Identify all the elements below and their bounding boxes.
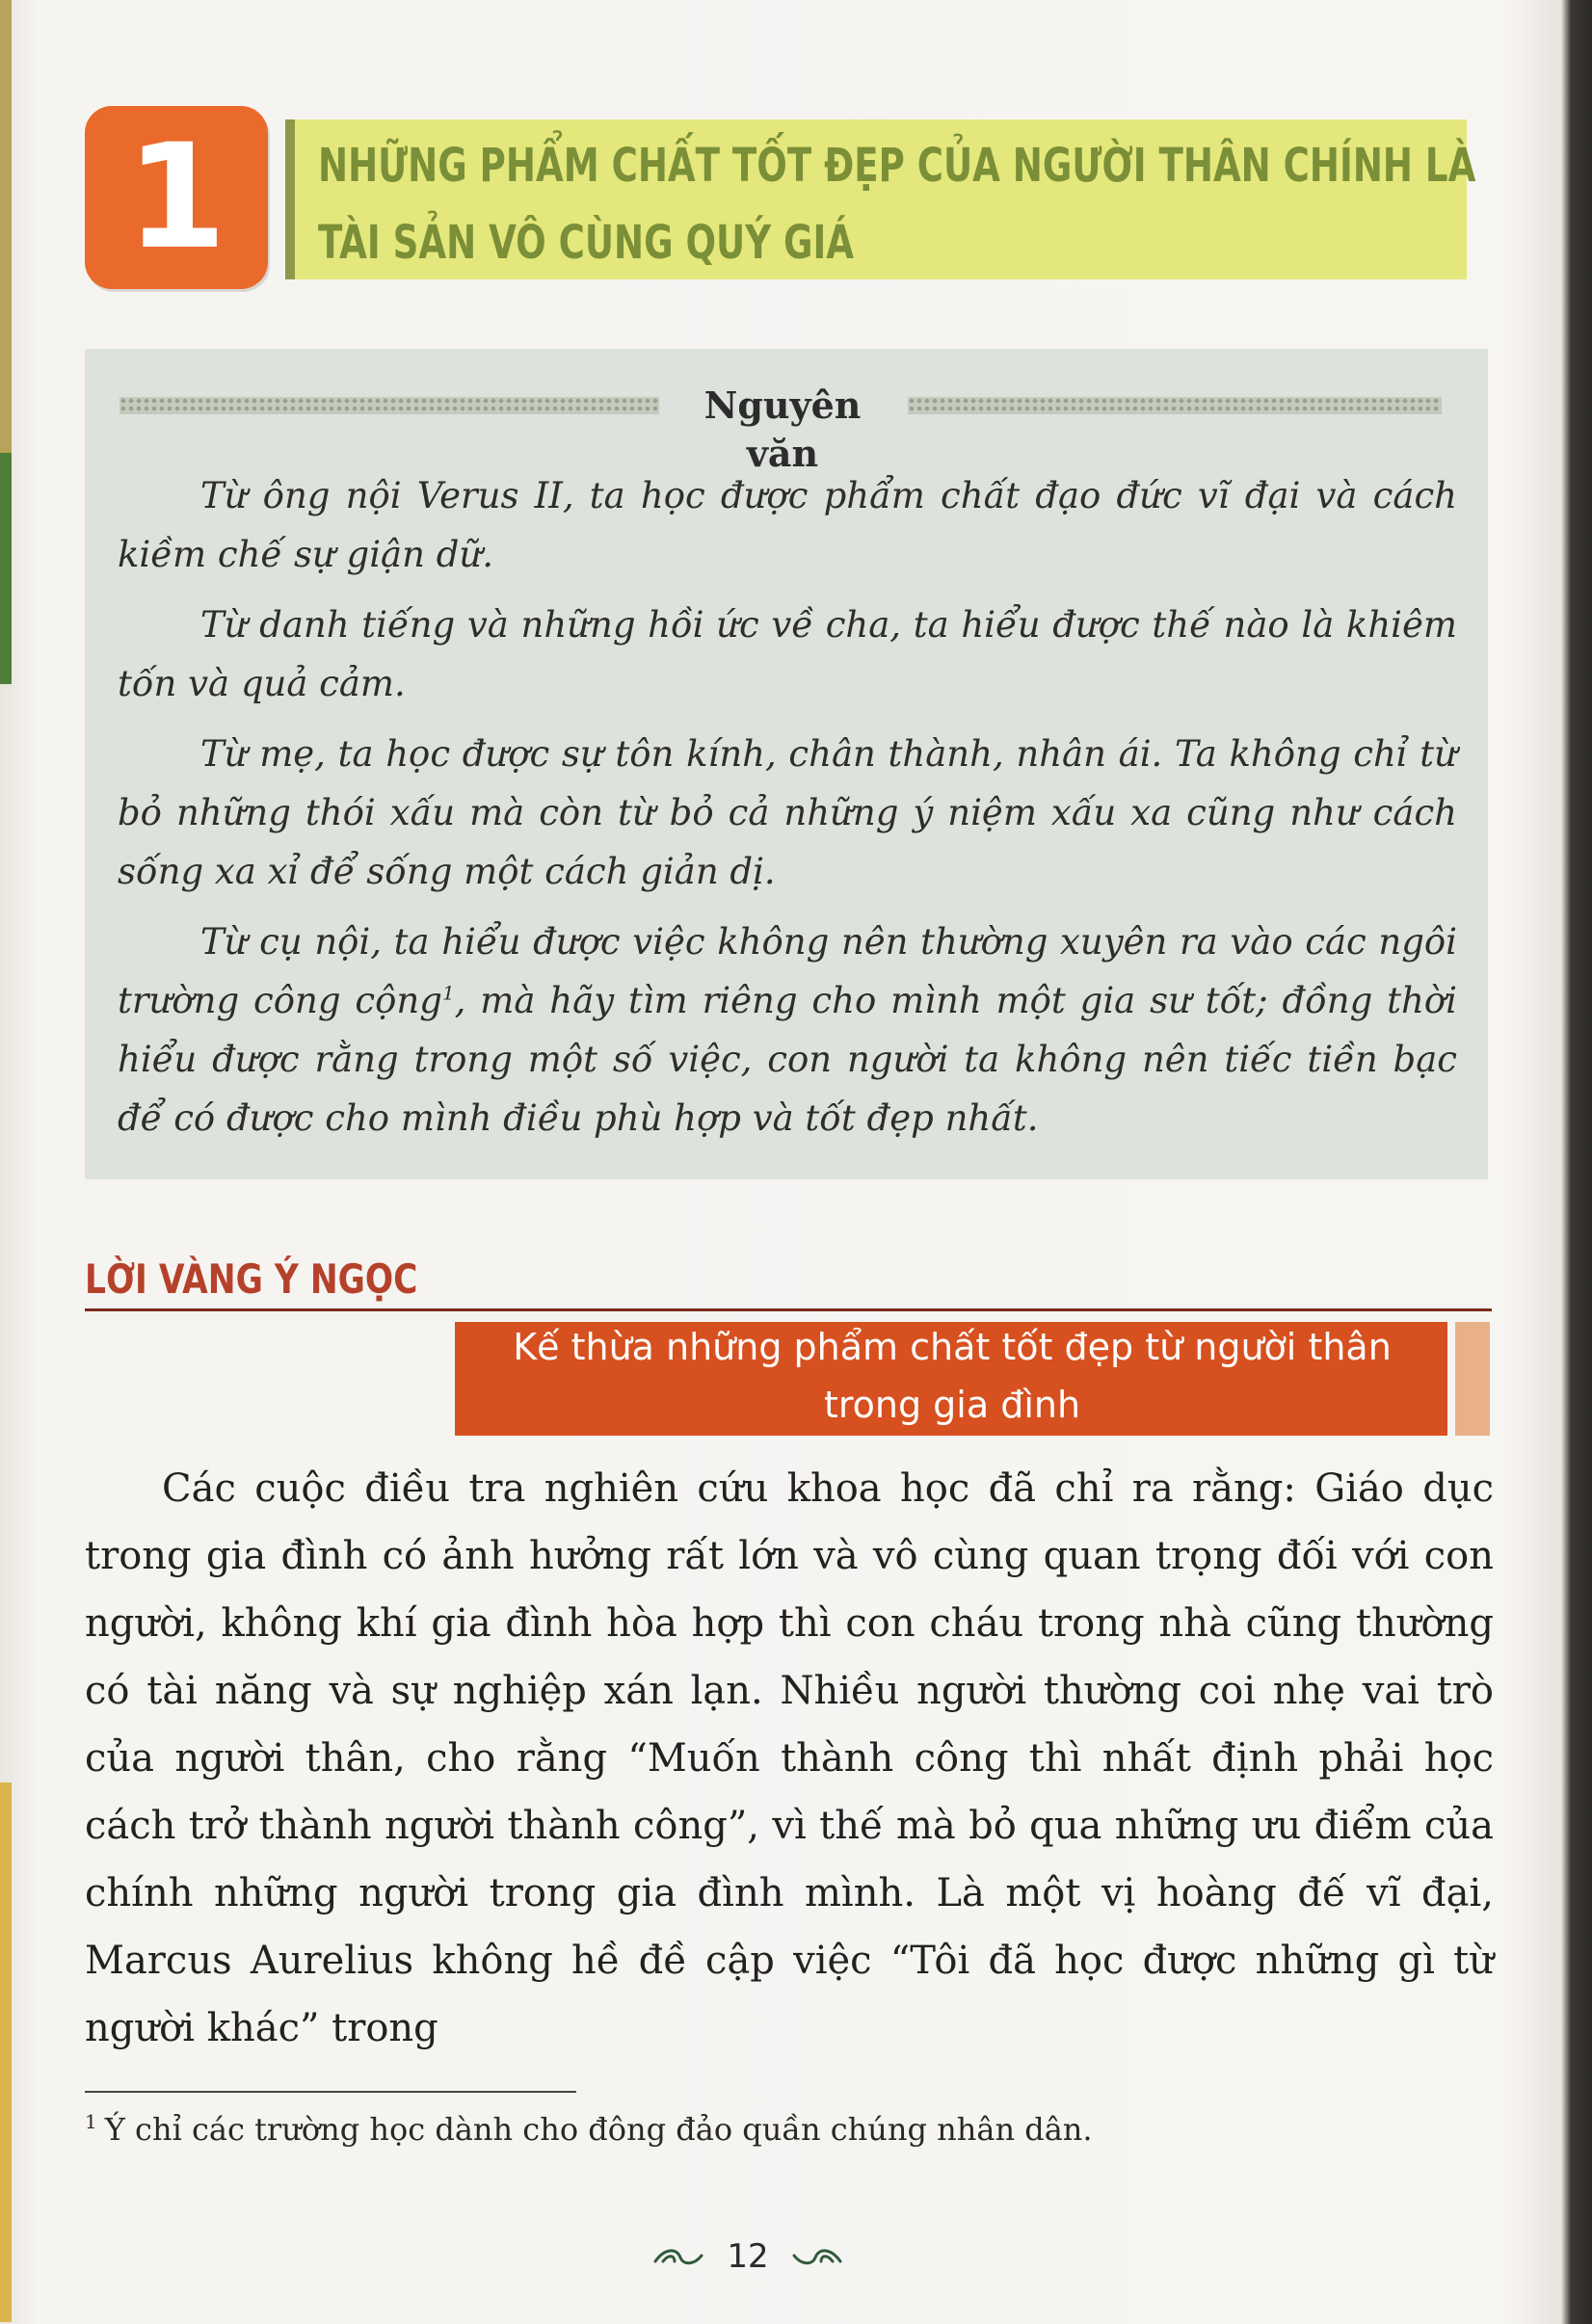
ornament-left-icon [651, 2242, 709, 2271]
chapter-title [318, 127, 1476, 281]
chapter-title-line-2: TÀI SẢN VÔ CÙNG QUÝ GIÁ [318, 216, 855, 270]
footnote-reference[interactable]: 1 [441, 981, 455, 1005]
section-banner-text: Kế thừa những phẩm chất tốt đẹp từ người thân trong gia đình [513, 1326, 1392, 1426]
section-underline [85, 1308, 1492, 1311]
chapter-number: 1 [125, 114, 227, 281]
original-text-header [119, 382, 1442, 475]
chapter-title-line-1: NHỮNG PHẨM CHẤT TỐT ĐẸP CỦA NGƯỜI THÂN CHÍNH LÀ [318, 139, 1476, 193]
page-edge-yellow [0, 1783, 12, 2322]
quote-paragraph-part: Từ cụ nội, ta hiểu được việc không nên thường xuyên ra vào các ngôi trường công cộng [118, 921, 1457, 1021]
divider-right [908, 397, 1442, 414]
quote-paragraph-part: , mà hãy tìm riêng cho mình một gia sư tốt; đồng thời hiểu được rằng trong một số việc, con người ta không nên tiếc tiền bạc để có được cho mình điều phù hợp và tốt đẹp nhất. [118, 980, 1457, 1139]
original-text-content [118, 466, 1457, 1159]
footnote-text: Ý chỉ các trường học dành cho đông đảo quần chúng nhân dân. [104, 2111, 1093, 2148]
page-edge-green [0, 453, 12, 684]
section-label: LỜI VÀNG Ý NGỌC [85, 1255, 418, 1303]
page-number: 12 [727, 2237, 769, 2276]
divider-left [119, 397, 659, 414]
quote-paragraph: Từ ông nội Verus II, ta học được phẩm chất đạo đức vĩ đại và cách kiềm chế sự giận dữ. [118, 475, 1457, 575]
ornament-right-icon [786, 2242, 844, 2271]
page-number-area [644, 2232, 852, 2282]
body-text [85, 1455, 1494, 2062]
footnote-marker: 1 [85, 2110, 97, 2134]
footnote [85, 2106, 1338, 2152]
quote-paragraph: Từ danh tiếng và những hồi ức về cha, ta hiểu được thế nào là khiêm tốn và quả cảm. [118, 604, 1457, 704]
quote-paragraph: Từ mẹ, ta học được sự tôn kính, chân thành, nhân ái. Ta không chỉ từ bỏ những thói xấu mà còn từ bỏ cả những ý niệm xấu xa cũng như cách sống xa xỉ để sống một cách giản dị. [118, 733, 1457, 892]
page-edge-olive [0, 0, 12, 453]
original-text-label: Nguyên văn [667, 382, 898, 478]
footnote-divider [85, 2091, 576, 2093]
body-paragraph: Các cuộc điều tra nghiên cứu khoa học đã chỉ ra rằng: Giáo dục trong gia đình có ảnh hưởng rất lớn và vô cùng quan trọng đối với con người, không khí gia đình hòa hợp thì con cháu trong nhà cũng thường có tài năng và sự nghiệp xán lạn. Nhiều người thường coi nhẹ vai trò của người thân, cho rằng “Muốn thành công thì nhất định phải học cách trở thành người thành công”, vì thế mà bỏ qua những ưu điểm của chính những người trong gia đình mình. Là một vị hoàng đế vĩ đại, Marcus Aurelius không hề đề cập việc “Tôi đã học được những gì từ người khác” trong [85, 1466, 1494, 2050]
section-banner-tab [1455, 1322, 1490, 1436]
chapter-number-badge [85, 106, 268, 289]
quote-paragraph [118, 912, 1457, 1148]
